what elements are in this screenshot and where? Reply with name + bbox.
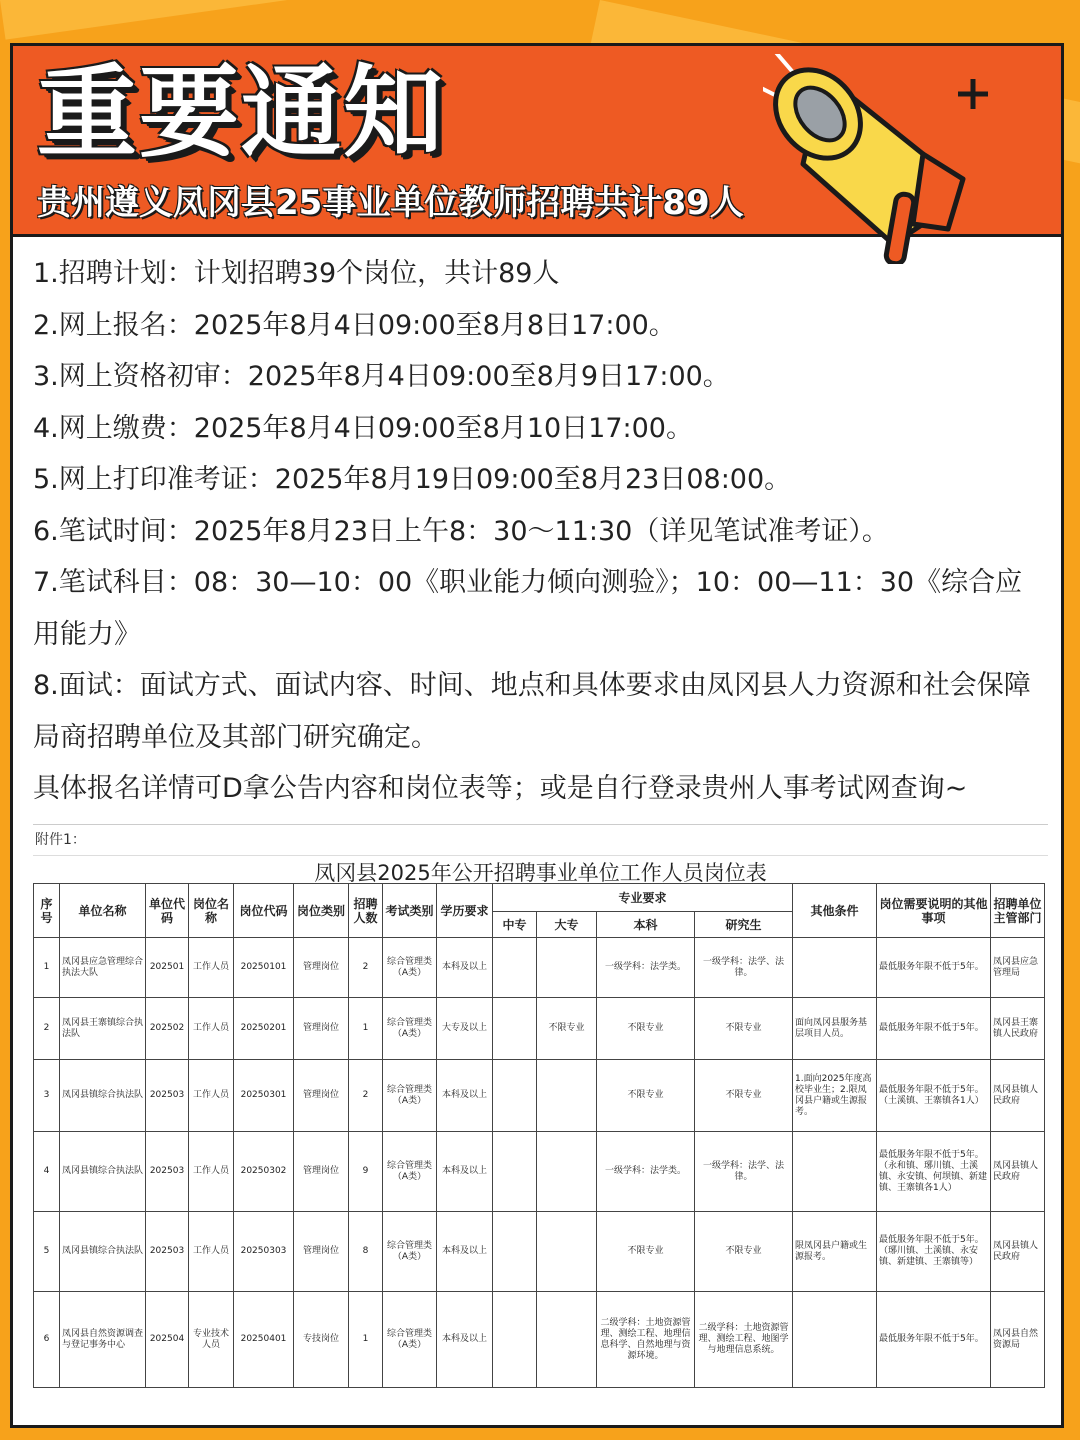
sheet-title: 凤冈县2025年公开招聘事业单位工作人员岗位表	[314, 861, 767, 885]
cell-yanjiusheng: 不限专业	[695, 1212, 793, 1292]
cell-other: 面向凤冈县服务基层项目人员。	[793, 998, 877, 1060]
cell-unit-code: 202503	[146, 1060, 189, 1132]
cell-benke: 二级学科：土地资源管理、测绘工程、地理信息科学、自然地理与资源环境。	[597, 1292, 695, 1388]
cell-post-code: 20250101	[234, 938, 294, 998]
table-row	[34, 998, 1045, 1060]
cell-yanjiusheng: 二级学科：土地资源管理、测绘工程、地图学与地理信息系统。	[695, 1292, 793, 1388]
cell-zhongzhuan	[493, 1212, 537, 1292]
cell-dazhuan	[537, 1292, 597, 1388]
cell-education: 大专及以上	[437, 998, 493, 1060]
cell-education: 本科及以上	[437, 1212, 493, 1292]
cell-yanjiusheng: 不限专业	[695, 1060, 793, 1132]
cell-count: 8	[349, 1212, 383, 1292]
cell-count: 1	[349, 998, 383, 1060]
cell-unit: 凤冈县王寨镇综合执法队	[60, 998, 146, 1060]
notice-item-registration: 2.网上报名：2025年8月4日09:00至8月8日17:00。	[33, 309, 676, 341]
cell-exam-type: 综合管理类（A类）	[383, 1132, 437, 1212]
cell-post-code: 20250301	[234, 1060, 294, 1132]
sheet-grid-row	[33, 825, 1048, 856]
megaphone-icon	[763, 54, 1013, 264]
cell-exam-type: 综合管理类（A类）	[383, 998, 437, 1060]
cell-post-type: 管理岗位	[294, 1060, 349, 1132]
col-count: 招聘人数	[349, 884, 383, 938]
col-notes: 岗位需要说明的其他事项	[877, 884, 991, 938]
cell-post-type: 管理岗位	[294, 998, 349, 1060]
cell-benke: 一级学科：法学类。	[597, 938, 695, 998]
cell-seq: 3	[34, 1060, 60, 1132]
cell-post-code: 20250201	[234, 998, 294, 1060]
table-row	[34, 1292, 1045, 1388]
cell-other	[793, 1292, 877, 1388]
notice-item-admission-ticket: 5.网上打印准考证：2025年8月19日09:00至8月23日08:00。	[33, 464, 792, 495]
cell-post-name: 专业技术人员	[189, 1292, 234, 1388]
cell-notes: 最低服务年限不低于5年。（永和镇、琊川镇、土溪镇、永安镇、何坝镇、新建镇、王寨镇各1人）	[877, 1132, 991, 1212]
cell-post-name: 工作人员	[189, 1132, 234, 1212]
cell-dept: 凤冈县王寨镇人民政府	[991, 998, 1045, 1060]
col-zhongzhuan: 中专	[493, 912, 537, 938]
col-dept: 招聘单位主管部门	[991, 884, 1045, 938]
cell-post-code: 20250303	[234, 1212, 294, 1292]
cell-unit: 凤冈县应急管理综合执法大队	[60, 938, 146, 998]
cell-dazhuan	[537, 1060, 597, 1132]
notice-item-details: 具体报名详情可D拿公告内容和岗位表等；或是自行登录贵州人事考试网查询~	[33, 773, 968, 804]
cell-zhongzhuan	[493, 1060, 537, 1132]
cell-post-type: 管理岗位	[294, 1212, 349, 1292]
cell-education: 本科及以上	[437, 1060, 493, 1132]
col-post-name: 岗位名称	[189, 884, 234, 938]
cell-unit-code: 202502	[146, 998, 189, 1060]
cell-dazhuan	[537, 1132, 597, 1212]
cell-seq: 6	[34, 1292, 60, 1388]
job-table	[33, 883, 1045, 1388]
cell-count: 2	[349, 1060, 383, 1132]
cell-seq: 2	[34, 998, 60, 1060]
col-post-type: 岗位类别	[294, 884, 349, 938]
cell-post-name: 工作人员	[189, 998, 234, 1060]
cell-unit: 凤冈县镇综合执法队	[60, 1212, 146, 1292]
cell-zhongzhuan	[493, 1132, 537, 1212]
cell-post-code: 20250302	[234, 1132, 294, 1212]
cell-yanjiusheng: 不限专业	[695, 998, 793, 1060]
notice-item-plan: 1.招聘计划：计划招聘39个岗位，共计89人	[33, 258, 560, 289]
notice-card	[10, 43, 1064, 1428]
col-major: 专业要求	[493, 884, 793, 912]
cell-zhongzhuan	[493, 998, 537, 1060]
cell-dept: 凤冈县镇人民政府	[991, 1132, 1045, 1212]
cell-seq: 4	[34, 1132, 60, 1212]
cell-post-name: 工作人员	[189, 938, 234, 998]
cell-unit: 凤冈县镇综合执法队	[60, 1132, 146, 1212]
col-post-code: 岗位代码	[234, 884, 294, 938]
cell-notes: 最低服务年限不低于5年。（土溪镇、王寨镇各1人）	[877, 1060, 991, 1132]
cell-seq: 5	[34, 1212, 60, 1292]
notice-item-review: 3.网上资格初审：2025年8月4日09:00至8月9日17:00。	[33, 361, 730, 392]
col-seq: 序号	[34, 884, 60, 938]
cell-exam-type: 综合管理类（A类）	[383, 1212, 437, 1292]
col-yanjiusheng: 研究生	[695, 912, 793, 938]
cell-dazhuan	[537, 1212, 597, 1292]
cell-notes: 最低服务年限不低于5年。	[877, 1292, 991, 1388]
cell-count: 9	[349, 1132, 383, 1212]
table-row	[34, 1212, 1045, 1292]
cell-exam-type: 综合管理类（A类）	[383, 938, 437, 998]
cell-post-type: 专技岗位	[294, 1292, 349, 1388]
cell-unit-code: 202503	[146, 1132, 189, 1212]
cell-seq: 1	[34, 938, 60, 998]
cell-post-code: 20250401	[234, 1292, 294, 1388]
cell-post-type: 管理岗位	[294, 938, 349, 998]
col-unit-code: 单位代码	[146, 884, 189, 938]
cell-zhongzhuan	[493, 938, 537, 998]
cell-benke: 一级学科：法学类。	[597, 1132, 695, 1212]
cell-other	[793, 938, 877, 998]
cell-count: 1	[349, 1292, 383, 1388]
table-row	[34, 938, 1045, 998]
col-dazhuan: 大专	[537, 912, 597, 938]
cell-post-type: 管理岗位	[294, 1132, 349, 1212]
cell-notes: 最低服务年限不低于5年。	[877, 998, 991, 1060]
cell-unit-code: 202501	[146, 938, 189, 998]
table-row	[34, 1132, 1045, 1212]
cell-benke: 不限专业	[597, 998, 695, 1060]
attachment-label: 附件1：	[35, 832, 86, 848]
cell-unit: 凤冈县自然资源调查与登记事务中心	[60, 1292, 146, 1388]
notice-item-payment: 4.网上缴费：2025年8月4日09:00至8月10日17:00。	[33, 412, 693, 444]
cell-dept: 凤冈县自然资源局	[991, 1292, 1045, 1388]
cell-dept: 凤冈县镇人民政府	[991, 1212, 1045, 1292]
attachment-sheet	[33, 824, 1048, 1425]
cell-dazhuan: 不限专业	[537, 998, 597, 1060]
notice-item-exam-subjects: 7.笔试科目：08：30—10：00《职业能力倾向测验》；10：00—11：30《综合应用能力》	[33, 567, 1023, 650]
job-table-body	[34, 938, 1045, 1388]
cell-post-name: 工作人员	[189, 1060, 234, 1132]
notice-body	[33, 248, 1048, 815]
cell-education: 本科及以上	[437, 938, 493, 998]
cell-unit-code: 202503	[146, 1212, 189, 1292]
cell-dept: 凤冈县镇人民政府	[991, 1060, 1045, 1132]
notice-item-exam-time: 6.笔试时间：2025年8月23日上午8：30～11:30（详见笔试准考证）。	[33, 515, 889, 547]
cell-zhongzhuan	[493, 1292, 537, 1388]
page-subtitle: 贵州遵义凤冈县25事业单位教师招聘共计89人	[37, 183, 744, 223]
cell-unit: 凤冈县镇综合执法队	[60, 1060, 146, 1132]
cell-other: 限凤冈县户籍或生源报考。	[793, 1212, 877, 1292]
cell-dazhuan	[537, 938, 597, 998]
cell-yanjiusheng: 一级学科：法学、法律。	[695, 1132, 793, 1212]
cell-exam-type: 综合管理类（A类）	[383, 1060, 437, 1132]
cell-count: 2	[349, 938, 383, 998]
cell-dept: 凤冈县应急管理局	[991, 938, 1045, 998]
cell-other: 1.面向2025年度高校毕业生；2.限凤冈县户籍或生源报考。	[793, 1060, 877, 1132]
cell-benke: 不限专业	[597, 1212, 695, 1292]
cell-education: 本科及以上	[437, 1132, 493, 1212]
col-benke: 本科	[597, 912, 695, 938]
page-title: 重要通知	[37, 54, 445, 171]
cell-exam-type: 综合管理类（A类）	[383, 1292, 437, 1388]
table-row	[34, 1060, 1045, 1132]
notice-item-interview: 8.面试：面试方式、面试内容、时间、地点和具体要求由凤冈县人力资源和社会保障局商招聘单位及其部门研究确定。	[33, 670, 1031, 753]
col-exam-type: 考试类别	[383, 884, 437, 938]
cell-benke: 不限专业	[597, 1060, 695, 1132]
col-education: 学历要求	[437, 884, 493, 938]
cell-yanjiusheng: 一级学科：法学、法律。	[695, 938, 793, 998]
col-unit: 单位名称	[60, 884, 146, 938]
cell-unit-code: 202504	[146, 1292, 189, 1388]
cell-other	[793, 1132, 877, 1212]
cell-education: 本科及以上	[437, 1292, 493, 1388]
header-banner	[13, 46, 1061, 237]
col-other: 其他条件	[793, 884, 877, 938]
cell-post-name: 工作人员	[189, 1212, 234, 1292]
cell-notes: 最低服务年限不低于5年。	[877, 938, 991, 998]
cell-notes: 最低服务年限不低于5年。（琊川镇、土溪镇、永安镇、新建镇、王寨镇等）	[877, 1212, 991, 1292]
